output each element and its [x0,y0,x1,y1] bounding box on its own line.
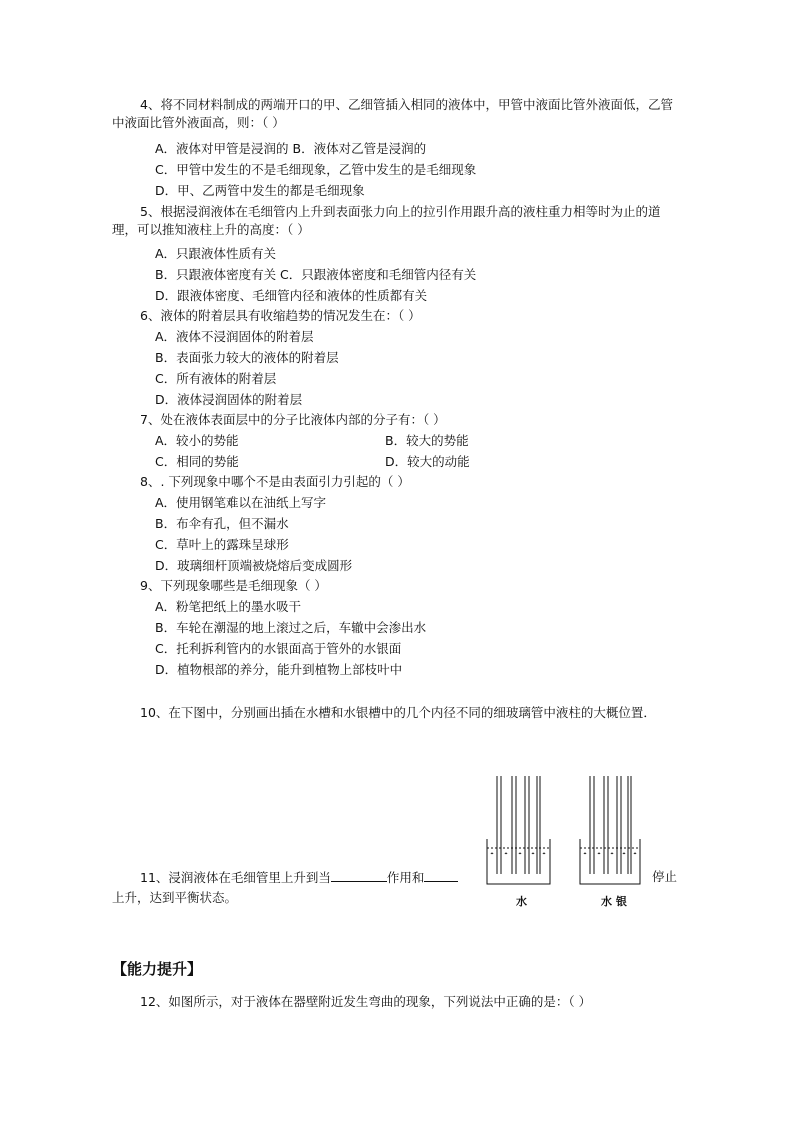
question-10-stem: 10、在下图中，分别画出插在水槽和水银槽中的几个内径不同的细玻璃管中液柱的大概位置． [140,705,656,720]
answer-blank-2[interactable] [424,868,458,882]
question-7-stem: 7、处在液体表面层中的分子比液体内部的分子有：（ ） [140,412,446,427]
question-5-option-d: D．跟液体密度、毛细管内径和液体的性质都有关 [155,288,428,303]
question-4-option-c: C．甲管中发生的不是毛细现象，乙管中发生的是毛细现象 [155,162,477,177]
question-7-option-c: C．相同的势能 [155,454,239,469]
question-5-stem: 5、根据浸润液体在毛细管内上升到表面张力向上的拉引作用跟升高的液柱重力相等时为止的道理，可以推知液柱上升的高度：（ ） [112,204,661,237]
question-7-option-b: B．较大的势能 [385,433,469,448]
question-4-option-a: A．液体对甲管是浸润的 B．液体对乙管是浸润的 [155,141,427,156]
question-6-option-d: D．液体浸润固体的附着层 [155,392,303,407]
figure-label-mercury: 水 银 [601,895,627,908]
question-6-stem: 6、液体的附着层具有收缩趋势的情况发生在：（ ） [140,308,421,323]
question-9-option-d: D．植物根部的养分，能升到植物上部枝叶中 [155,662,403,677]
question-12-stem: 12、如图所示，对于液体在器壁附近发生弯曲的现象，下列说法中正确的是：（ ） [140,994,592,1009]
question-4-option-d: D．甲、乙两管中发生的都是毛细现象 [155,183,365,198]
question-7-option-a: A．较小的势能 [155,433,239,448]
question-11-line2: 上升，达到平衡状态。 [112,890,238,905]
question-5-option-a: A．只跟液体性质有关 [155,246,277,261]
question-9-stem: 9、下列现象哪些是毛细现象（ ） [140,578,327,593]
question-4-stem: 4、将不同材料制成的两端开口的甲、乙细管插入相同的液体中，甲管中液面比管外液面低，乙管中液面比管外液面高，则：（ ） [112,97,673,130]
figure-label-water: 水 [516,895,527,908]
mercury-trough-diagram [580,776,640,884]
question-8-option-a: A．使用钢笔难以在油纸上写字 [155,495,327,510]
question-8-option-d: D．玻璃细杆顶端被烧熔后变成圆形 [155,558,353,573]
question-9-option-b: B．车轮在潮湿的地上滚过之后，车辙中会渗出水 [155,620,427,635]
question-6-option-a: A．液体不浸润固体的附着层 [155,329,314,344]
question-8-stem: 8、. 下列现象中哪个不是由表面引力引起的（ ） [140,474,410,489]
question-11-part1: 11、浸润液体在毛细管里上升到当 [140,870,331,885]
question-11-part3: 停止 [652,869,678,884]
question-11-line1 [140,868,458,887]
answer-blank-1[interactable] [331,868,387,882]
question-5-option-b: B．只跟液体密度有关 C．只跟液体密度和毛细管内径有关 [155,267,477,282]
question-6-option-b: B．表面张力较大的液体的附着层 [155,350,339,365]
question-9-option-a: A．粉笔把纸上的墨水吸干 [155,599,302,614]
question-7-option-d: D．较大的动能 [385,454,470,469]
question-6-option-c: C．所有液体的附着层 [155,371,277,386]
water-trough-diagram [487,776,550,884]
question-8-option-c: C．草叶上的露珠呈球形 [155,537,289,552]
question-8-option-b: B．布伞有孔，但不漏水 [155,516,289,531]
question-9-option-c: C．托利拆利管内的水银面高于管外的水银面 [155,641,402,656]
section-heading: 【能力提升】 [112,960,203,978]
question-11-part2: 作用和 [386,870,425,885]
